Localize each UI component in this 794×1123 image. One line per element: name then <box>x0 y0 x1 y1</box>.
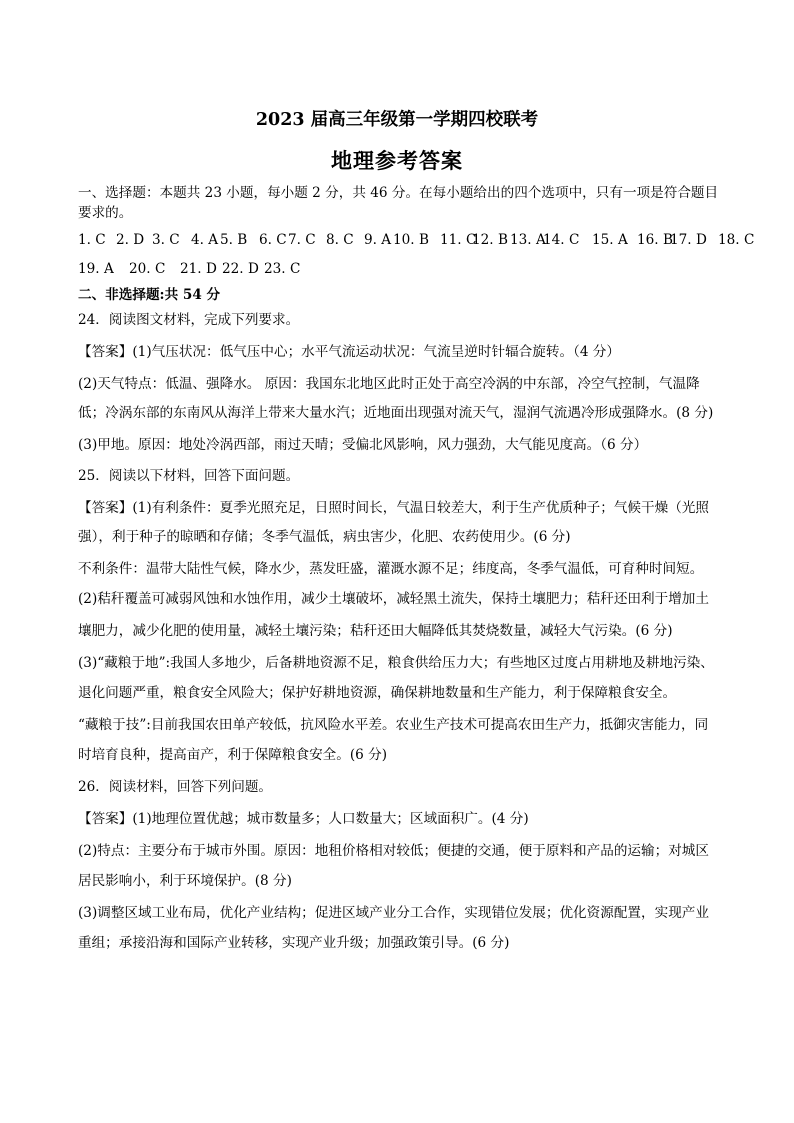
mc-answer: 15. A <box>592 232 628 248</box>
mc-answer: 17. D <box>670 232 707 248</box>
mc-answer: 20. C <box>129 261 166 277</box>
q24-answer-line: (3)甲地。原因：地处冷涡西部，雨过天晴；受偏北风影响，风力强劲，大气能见度高。（6 分） <box>78 437 648 453</box>
q24-answer-line: 低；冷涡东部的东南风从海洋上带来大量水汽；近地面出现强对流天气，湿润气流遇冷形成强降水。(8 分) <box>78 405 714 421</box>
document-subtitle: 地理参考答案 <box>331 148 463 173</box>
mc-answer: 22. D <box>222 261 259 277</box>
q24-answer-line: 【答案】(1)气压状况：低气压中心；水平气流运动状况：气流呈逆时针辐合旋转。（4 分） <box>78 344 620 360</box>
mc-answer: 23. C <box>264 261 301 277</box>
mc-answer: 10. B <box>393 232 429 248</box>
q26-answer-line: 重组；承接沿海和国际产业转移，实现产业升级；加强政策引导。(6 分) <box>78 935 510 951</box>
section2-heading: 二、非选择题:共 54 分 <box>78 287 221 303</box>
q25-answer-line: 【答案】(1)有利条件：夏季光照充足，日照时间长，气温日较差大，利于生产优质种子；气候干燥（光照 <box>78 500 709 516</box>
q24-answer-line: (2)天气特点：低温、强降水。 原因：我国东北地区此时正处于高空冷涡的中东部，冷空气控制，气温降 <box>78 376 700 392</box>
mc-answer: 2. D <box>116 232 145 248</box>
mc-answer: 3. C <box>152 232 180 248</box>
q25-answer-line: 不利条件：温带大陆性气候，降水少，蒸发旺盛，灌溉水源不足；纬度高，冬季气温低，可育种时间短。 <box>78 561 704 577</box>
q25-answer-line: “藏粮于技”:目前我国农田单产较低，抗风险水平差。农业生产技术可提高农田生产力，抵御灾害能力，同 <box>78 717 709 733</box>
mc-answer: 7. C <box>288 232 316 248</box>
mc-answer: 13. A <box>510 232 546 248</box>
q26-answer-line: 【答案】(1)地理位置优越；城市数量多；人口数量大；区域面积广。(4 分) <box>78 811 529 827</box>
q25-answer-line: (3)“藏粮于地”:我国人多地少，后备耕地资源不足，粮食供给压力大；有些地区过度占用耕地及耕地污染、 <box>78 655 714 671</box>
mc-answer: 6. C <box>259 232 287 248</box>
mc-answer: 18. C <box>718 232 755 248</box>
mc-answer: 16. B <box>637 232 673 248</box>
q24-prompt: 24．阅读图文材料，完成下列要求。 <box>78 312 300 328</box>
q25-answer-line: 时培育良种，提高亩产，利于保障粮食安全。(6 分) <box>78 747 388 763</box>
q25-answer-line: 壤肥力，减少化肥的使用量，减轻土壤污染；秸秆还田大幅降低其焚烧数量，减轻大气污染。(6 分) <box>78 623 673 639</box>
mc-answer: 11. C <box>440 232 477 248</box>
q26-prompt: 26．阅读材料，回答下列问题。 <box>78 779 273 795</box>
mc-answer: 5. B <box>220 232 248 248</box>
mc-answer: 21. D <box>180 261 217 277</box>
exam-title: 2023 届高三年级第一学期四校联考 <box>255 110 539 130</box>
mc-answers-row2 <box>78 260 720 278</box>
q26-answer-line: 居民影响小，利于环境保护。(8 分) <box>78 873 292 889</box>
q25-prompt: 25．阅读以下材料，回答下面问题。 <box>78 468 300 484</box>
q25-answer-line: (2)秸秆覆盖可减弱风蚀和水蚀作用，减少土壤破坏，减轻黑土流失，保持土壤肥力；秸秆还田利于增加土 <box>78 591 709 607</box>
mc-answer: 19. A <box>78 261 114 277</box>
mc-answer: 4. A <box>191 232 219 248</box>
mc-answer: 8. C <box>326 232 354 248</box>
mc-answer: 9. A <box>364 232 392 248</box>
mc-answer: 1. C <box>78 232 106 248</box>
mc-answer: 12. B <box>472 232 508 248</box>
q26-answer-line: (2)特点：主要分布于城市外围。原因：地租价格相对较低；便捷的交通，便于原料和产品的运输；对城区 <box>78 843 709 859</box>
mc-answers-row1 <box>78 231 755 249</box>
q25-answer-line: 强），利于种子的晾晒和存储；冬季气温低，病虫害少，化肥、农药使用少。(6 分) <box>78 529 571 545</box>
q25-answer-line: 退化问题严重，粮食安全风险大；保护好耕地资源，确保耕地数量和生产能力，利于保障粮食安全。 <box>78 685 677 701</box>
section1-intro-line1: 一、选择题：本题共 23 小题，每小题 2 分，共 46 分。在每小题给出的四个选项中，只有一项是符合题目 <box>78 185 719 201</box>
mc-answer: 14. C <box>543 232 580 248</box>
section1-intro-line2: 要求的。 <box>78 205 133 221</box>
q26-answer-line: (3)调整区域工业布局，优化产业结构；促进区域产业分工合作，实现错位发展；优化资源配置，实现产业 <box>78 905 709 921</box>
